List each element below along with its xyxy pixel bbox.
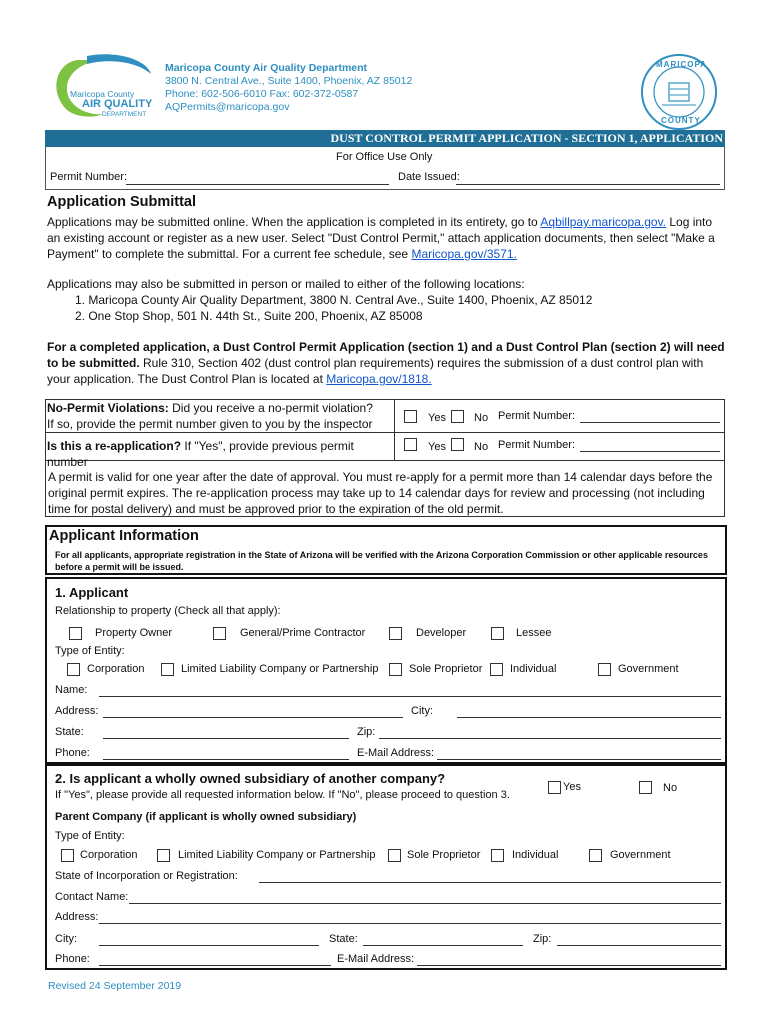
sub-phone-label: Phone:: [55, 953, 90, 965]
q2-permit-label: Permit Number:: [498, 439, 576, 451]
rel-contractor-label: General/Prime Contractor: [240, 627, 366, 639]
rel-lessee-checkbox[interactable]: [491, 627, 504, 640]
contact-name-label: Contact Name:: [55, 891, 129, 903]
email-label: E-Mail Address:: [357, 747, 435, 759]
dust-plan-link[interactable]: Maricopa.gov/1818.: [326, 372, 432, 386]
seal-bottom: COUNTY: [661, 116, 701, 125]
state-label: State:: [55, 726, 84, 738]
p3-bold: For a completed application, a Dust Control Permit Application (section 1) and a Dust Control Plan (section 2) will need to be submitted.: [47, 340, 725, 370]
q1-no-checkbox[interactable]: [451, 410, 464, 423]
sub-address-field[interactable]: [99, 923, 721, 924]
sub-entity-sole-checkbox[interactable]: [388, 849, 401, 862]
sub-entity-sole-label: Sole Proprietor: [407, 849, 481, 861]
subsidiary-title: 2. Is applicant a wholly owned subsidiary of another company?: [55, 771, 446, 786]
location-2: 2. One Stop Shop, 501 N. 44th St., Suite 200, Phoenix, AZ 85008: [75, 309, 423, 323]
logo-line3: DEPARTMENT: [102, 111, 147, 118]
zip-field[interactable]: [379, 738, 721, 739]
address-field[interactable]: [103, 717, 403, 718]
applicant-box: [45, 577, 727, 764]
rel-property-owner-checkbox[interactable]: [69, 627, 82, 640]
rel-lessee-label: Lessee: [516, 627, 552, 639]
date-issued-field[interactable]: [456, 184, 720, 185]
state-inc-field[interactable]: [259, 882, 721, 883]
rel-property-owner-label: Property Owner: [95, 627, 173, 639]
q1-text: [47, 400, 392, 432]
org-name: Maricopa County Air Quality Department: [165, 62, 368, 74]
sub-state-label: State:: [329, 933, 358, 945]
q1-rest: Did you receive a no-permit violation?: [168, 401, 373, 415]
sub-entity-gov-checkbox[interactable]: [589, 849, 602, 862]
q2-no-checkbox[interactable]: [451, 438, 464, 451]
city-field[interactable]: [457, 717, 721, 718]
office-use-box: [45, 147, 725, 190]
sub-city-label: City:: [55, 933, 77, 945]
applicant-info-note: For all applicants, appropriate registration in the State of Arizona will be verified with the Arizona Corporation Commission or other applicable resources before a permit will be issued.: [55, 550, 708, 572]
sub-entity-llc-checkbox[interactable]: [157, 849, 170, 862]
entity-individual-label: Individual: [510, 663, 557, 675]
sub-zip-field[interactable]: [557, 945, 721, 946]
state-inc-label: State of Incorporation or Registration:: [55, 870, 238, 882]
p1-text-b: Log into an existing account or register as a new user. Select "Dust Control Permit," attach application documents, then select "Make a Payment" to complete the submittal. For a current fee schedule, see: [47, 215, 715, 261]
relationship-label: Relationship to property (Check all that apply):: [55, 605, 281, 617]
parent-company-label: Parent Company (if applicant is wholly owned subsidiary): [55, 811, 357, 823]
q1-line2: If so, provide the permit number given to you by the inspector: [47, 417, 373, 431]
revision-date: Revised 24 September 2019: [48, 980, 182, 992]
subsidiary-yes-checkbox[interactable]: [548, 781, 561, 794]
sub-email-field[interactable]: [417, 965, 721, 966]
state-field[interactable]: [103, 738, 349, 739]
sub-phone-field[interactable]: [99, 965, 331, 966]
q2-permit-field[interactable]: [580, 451, 720, 452]
aqd-logo: [47, 52, 157, 122]
zip-label: Zip:: [357, 726, 376, 738]
q2-rest: If "Yes", provide previous permit number: [47, 439, 354, 469]
sub-entity-corp-checkbox[interactable]: [61, 849, 74, 862]
permit-number-label: Permit Number:: [50, 171, 128, 183]
entity-label: Type of Entity:: [55, 645, 125, 657]
applicant-title: 1. Applicant: [55, 585, 129, 600]
entity-llc-label: Limited Liability Company or Partnership: [181, 663, 379, 675]
entity-individual-checkbox[interactable]: [490, 663, 503, 676]
subsidiary-yes-label: Yes: [563, 781, 581, 793]
sub-state-field[interactable]: [363, 945, 523, 946]
rel-developer-checkbox[interactable]: [389, 627, 402, 640]
q2-no-label: No: [474, 441, 489, 453]
subsidiary-note: If "Yes", please provide all requested information below. If "No", please proceed to question 3.: [55, 789, 510, 801]
sub-city-field[interactable]: [99, 945, 319, 946]
q1-permit-label: Permit Number:: [498, 410, 576, 422]
sub-zip-label: Zip:: [533, 933, 552, 945]
location-1: 1. Maricopa County Air Quality Department, 3800 N. Central Ave., Suite 1400, Phoenix, AZ 85012: [75, 293, 593, 307]
permit-number-field[interactable]: [126, 184, 389, 185]
q2-yes-label: Yes: [428, 441, 446, 453]
sub-email-label: E-Mail Address:: [337, 953, 415, 965]
header-contact: [165, 62, 412, 114]
entity-gov-checkbox[interactable]: [598, 663, 611, 676]
office-title: For Office Use Only: [336, 151, 433, 163]
org-phone: Phone: 602-506-6010 Fax: 602-372-0587: [165, 88, 359, 100]
seal-top: MARICOPA: [656, 60, 707, 69]
entity-corp-label: Corporation: [87, 663, 145, 675]
q1-bold: No-Permit Violations:: [47, 401, 169, 415]
sub-entity-individual-label: Individual: [512, 849, 559, 861]
sub-entity-gov-label: Government: [610, 849, 671, 861]
phone-field[interactable]: [103, 759, 349, 760]
city-label: City:: [411, 705, 433, 717]
contact-name-field[interactable]: [129, 903, 721, 904]
entity-sole-checkbox[interactable]: [389, 663, 402, 676]
q2-bold: Is this a re-application?: [47, 439, 182, 453]
email-field[interactable]: [437, 759, 721, 760]
submittal-p1: [47, 214, 727, 262]
address-label: Address:: [55, 705, 99, 717]
q1-no-label: No: [474, 412, 489, 424]
rel-contractor-checkbox[interactable]: [213, 627, 226, 640]
date-issued-label: Date Issued:: [398, 171, 460, 183]
q2-yes-checkbox[interactable]: [404, 438, 417, 451]
subsidiary-no-checkbox[interactable]: [639, 781, 652, 794]
subsidiary-no-label: No: [663, 782, 678, 794]
q1-permit-field[interactable]: [580, 422, 720, 423]
submittal-p3: [47, 339, 727, 387]
rel-developer-label: Developer: [416, 627, 467, 639]
entity-sole-label: Sole Proprietor: [409, 663, 483, 675]
aqbillpay-link[interactable]: Aqbillpay.maricopa.gov.: [540, 215, 667, 229]
logo-line2: AIR QUALITY: [82, 98, 153, 110]
sub-address-label: Address:: [55, 911, 99, 923]
violations-box: [45, 399, 725, 517]
p3-rest: Rule 310, Section 402 (dust control plan requirements) requires the submission of a dust control plan with your application. The Dust Control Plan is located at: [47, 356, 704, 386]
q1-yes-checkbox[interactable]: [404, 410, 417, 423]
sub-entity-llc-label: Limited Liability Company or Partnership: [178, 849, 376, 861]
org-address: 3800 N. Central Ave., Suite 1400, Phoenix, AZ 85012: [165, 75, 413, 87]
sub-entity-label: Type of Entity:: [55, 830, 125, 842]
phone-label: Phone:: [55, 747, 90, 759]
form-banner: DUST CONTROL PERMIT APPLICATION - SECTION 1, APPLICATION: [45, 130, 725, 147]
q1-yes-label: Yes: [428, 412, 446, 424]
p1-text-a: Applications may be submitted online. When the application is completed in its entirety, go to: [47, 215, 541, 229]
applicant-info-box: [45, 525, 727, 575]
org-email: AQPermits@maricopa.gov: [165, 101, 290, 113]
entity-gov-label: Government: [618, 663, 679, 675]
subsidiary-box: [45, 764, 727, 970]
name-field[interactable]: [99, 696, 721, 697]
row-divider: [46, 432, 724, 433]
entity-corp-checkbox[interactable]: [67, 663, 80, 676]
county-seal: [640, 53, 718, 131]
validity-text: A permit is valid for one year after the date of approval. You must re-apply for a permit more than 14 calendar days before the original permit expires. The re-application process may take up to 14 calendar days for review and processing (not including time for postal delivery) and must be approved prior to the expiration of the old permit.: [48, 470, 713, 516]
submittal-p2: Applications may also be submitted in person or mailed to either of the following locations:: [47, 277, 525, 291]
fee-schedule-link[interactable]: Maricopa.gov/3571.: [411, 247, 517, 261]
applicant-info-title: Applicant Information: [49, 528, 199, 544]
name-label: Name:: [55, 684, 88, 696]
sub-entity-corp-label: Corporation: [80, 849, 138, 861]
submittal-title: Application Submittal: [47, 194, 197, 210]
entity-llc-checkbox[interactable]: [161, 663, 174, 676]
logo-line1: Maricopa County: [70, 89, 135, 99]
sub-entity-individual-checkbox[interactable]: [491, 849, 504, 862]
q2-text: [47, 438, 392, 470]
